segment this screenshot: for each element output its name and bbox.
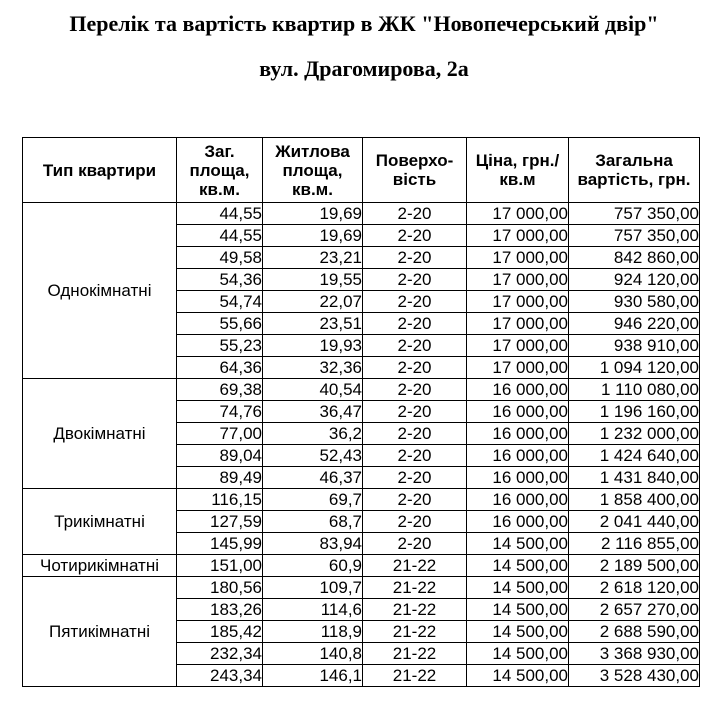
floors-cell: 21-22	[363, 599, 467, 621]
living-area-cell: 40,54	[263, 379, 363, 401]
living-area-cell: 36,47	[263, 401, 363, 423]
total-area-cell: 127,59	[177, 511, 263, 533]
floors-cell: 2-20	[363, 423, 467, 445]
total-cost-cell: 1 858 400,00	[569, 489, 700, 511]
total-area-cell: 64,36	[177, 357, 263, 379]
living-area-cell: 32,36	[263, 357, 363, 379]
total-area-cell: 74,76	[177, 401, 263, 423]
total-cost-cell: 946 220,00	[569, 313, 700, 335]
living-area-cell: 36,2	[263, 423, 363, 445]
total-area-cell: 49,58	[177, 247, 263, 269]
total-area-cell: 243,34	[177, 665, 263, 687]
header-total-area: Заг. площа, кв.м.	[177, 138, 263, 203]
apartment-type-cell: Пятикімнатні	[23, 577, 177, 687]
living-area-cell: 19,69	[263, 203, 363, 225]
table-row	[23, 555, 700, 577]
price-cell: 14 500,00	[467, 533, 569, 555]
total-cost-cell: 842 860,00	[569, 247, 700, 269]
living-area-cell: 114,6	[263, 599, 363, 621]
floors-cell: 2-20	[363, 489, 467, 511]
living-area-cell: 60,9	[263, 555, 363, 577]
total-area-cell: 77,00	[177, 423, 263, 445]
floors-cell: 21-22	[363, 643, 467, 665]
table-row	[23, 489, 700, 511]
total-cost-cell: 1 196 160,00	[569, 401, 700, 423]
total-area-cell: 116,15	[177, 489, 263, 511]
total-cost-cell: 1 431 840,00	[569, 467, 700, 489]
total-cost-cell: 1 110 080,00	[569, 379, 700, 401]
price-cell: 14 500,00	[467, 665, 569, 687]
living-area-cell: 68,7	[263, 511, 363, 533]
table-row	[23, 379, 700, 401]
floors-cell: 2-20	[363, 203, 467, 225]
total-area-cell: 44,55	[177, 225, 263, 247]
floors-cell: 2-20	[363, 313, 467, 335]
total-area-cell: 89,49	[177, 467, 263, 489]
table-row	[23, 203, 700, 225]
floors-cell: 2-20	[363, 401, 467, 423]
total-cost-cell: 1 094 120,00	[569, 357, 700, 379]
floors-cell: 2-20	[363, 467, 467, 489]
apartment-type-cell: Трикімнатні	[23, 489, 177, 555]
total-cost-cell: 2 618 120,00	[569, 577, 700, 599]
apartment-type-cell: Двокімнатні	[23, 379, 177, 489]
living-area-cell: 52,43	[263, 445, 363, 467]
floors-cell: 2-20	[363, 357, 467, 379]
living-area-cell: 140,8	[263, 643, 363, 665]
header-apartment-type: Тип квартири	[23, 138, 177, 203]
price-cell: 16 000,00	[467, 511, 569, 533]
living-area-cell: 19,93	[263, 335, 363, 357]
living-area-cell: 69,7	[263, 489, 363, 511]
price-cell: 16 000,00	[467, 467, 569, 489]
total-cost-cell: 2 189 500,00	[569, 555, 700, 577]
total-area-cell: 69,38	[177, 379, 263, 401]
table-body	[23, 203, 700, 687]
living-area-cell: 23,21	[263, 247, 363, 269]
floors-cell: 21-22	[363, 555, 467, 577]
price-cell: 16 000,00	[467, 401, 569, 423]
living-area-cell: 22,07	[263, 291, 363, 313]
price-cell: 17 000,00	[467, 335, 569, 357]
living-area-cell: 109,7	[263, 577, 363, 599]
floors-cell: 2-20	[363, 445, 467, 467]
floors-cell: 2-20	[363, 247, 467, 269]
price-cell: 14 500,00	[467, 577, 569, 599]
floors-cell: 21-22	[363, 577, 467, 599]
total-area-cell: 151,00	[177, 555, 263, 577]
price-cell: 16 000,00	[467, 379, 569, 401]
total-cost-cell: 2 657 270,00	[569, 599, 700, 621]
price-cell: 17 000,00	[467, 357, 569, 379]
header-total-cost: Загальна вартість, грн.	[569, 138, 700, 203]
floors-cell: 2-20	[363, 379, 467, 401]
total-area-cell: 55,23	[177, 335, 263, 357]
floors-cell: 2-20	[363, 291, 467, 313]
price-cell: 16 000,00	[467, 489, 569, 511]
price-cell: 17 000,00	[467, 203, 569, 225]
total-area-cell: 54,36	[177, 269, 263, 291]
header-living-area: Житлова площа, кв.м.	[263, 138, 363, 203]
price-cell: 17 000,00	[467, 247, 569, 269]
living-area-cell: 46,37	[263, 467, 363, 489]
floors-cell: 21-22	[363, 621, 467, 643]
total-cost-cell: 1 424 640,00	[569, 445, 700, 467]
price-cell: 14 500,00	[467, 555, 569, 577]
total-cost-cell: 2 041 440,00	[569, 511, 700, 533]
floors-cell: 2-20	[363, 511, 467, 533]
floors-cell: 21-22	[363, 665, 467, 687]
total-area-cell: 89,04	[177, 445, 263, 467]
total-cost-cell: 2 688 590,00	[569, 621, 700, 643]
floors-cell: 2-20	[363, 269, 467, 291]
apartment-type-cell: Однокімнатні	[23, 203, 177, 379]
total-cost-cell: 757 350,00	[569, 225, 700, 247]
living-area-cell: 83,94	[263, 533, 363, 555]
total-cost-cell: 757 350,00	[569, 203, 700, 225]
total-area-cell: 145,99	[177, 533, 263, 555]
total-cost-cell: 924 120,00	[569, 269, 700, 291]
total-cost-cell: 1 232 000,00	[569, 423, 700, 445]
total-cost-cell: 2 116 855,00	[569, 533, 700, 555]
living-area-cell: 19,55	[263, 269, 363, 291]
total-cost-cell: 3 368 930,00	[569, 643, 700, 665]
living-area-cell: 23,51	[263, 313, 363, 335]
document-title: Перелік та вартість квартир в ЖК "Новопечерський двір"	[69, 11, 659, 36]
header-price-per-sqm: Ціна, грн./кв.м	[467, 138, 569, 203]
living-area-cell: 118,9	[263, 621, 363, 643]
total-area-cell: 180,56	[177, 577, 263, 599]
total-area-cell: 185,42	[177, 621, 263, 643]
living-area-cell: 19,69	[263, 225, 363, 247]
total-cost-cell: 938 910,00	[569, 335, 700, 357]
price-cell: 14 500,00	[467, 621, 569, 643]
price-cell: 14 500,00	[467, 643, 569, 665]
price-cell: 16 000,00	[467, 445, 569, 467]
living-area-cell: 146,1	[263, 665, 363, 687]
apartments-table	[22, 137, 700, 687]
price-cell: 16 000,00	[467, 423, 569, 445]
floors-cell: 2-20	[363, 335, 467, 357]
total-cost-cell: 930 580,00	[569, 291, 700, 313]
price-cell: 17 000,00	[467, 269, 569, 291]
header-floors: Поверхо-вість	[363, 138, 467, 203]
total-cost-cell: 3 528 430,00	[569, 665, 700, 687]
table-row	[23, 577, 700, 599]
price-cell: 17 000,00	[467, 291, 569, 313]
price-cell: 17 000,00	[467, 313, 569, 335]
total-area-cell: 232,34	[177, 643, 263, 665]
table-header-row	[23, 138, 700, 203]
floors-cell: 2-20	[363, 225, 467, 247]
total-area-cell: 183,26	[177, 599, 263, 621]
total-area-cell: 55,66	[177, 313, 263, 335]
price-cell: 17 000,00	[467, 225, 569, 247]
floors-cell: 2-20	[363, 533, 467, 555]
total-area-cell: 54,74	[177, 291, 263, 313]
price-cell: 14 500,00	[467, 599, 569, 621]
total-area-cell: 44,55	[177, 203, 263, 225]
document-subtitle-address: вул. Драгомирова, 2а	[259, 56, 469, 81]
apartment-type-cell: Чотирикімнатні	[23, 555, 177, 577]
